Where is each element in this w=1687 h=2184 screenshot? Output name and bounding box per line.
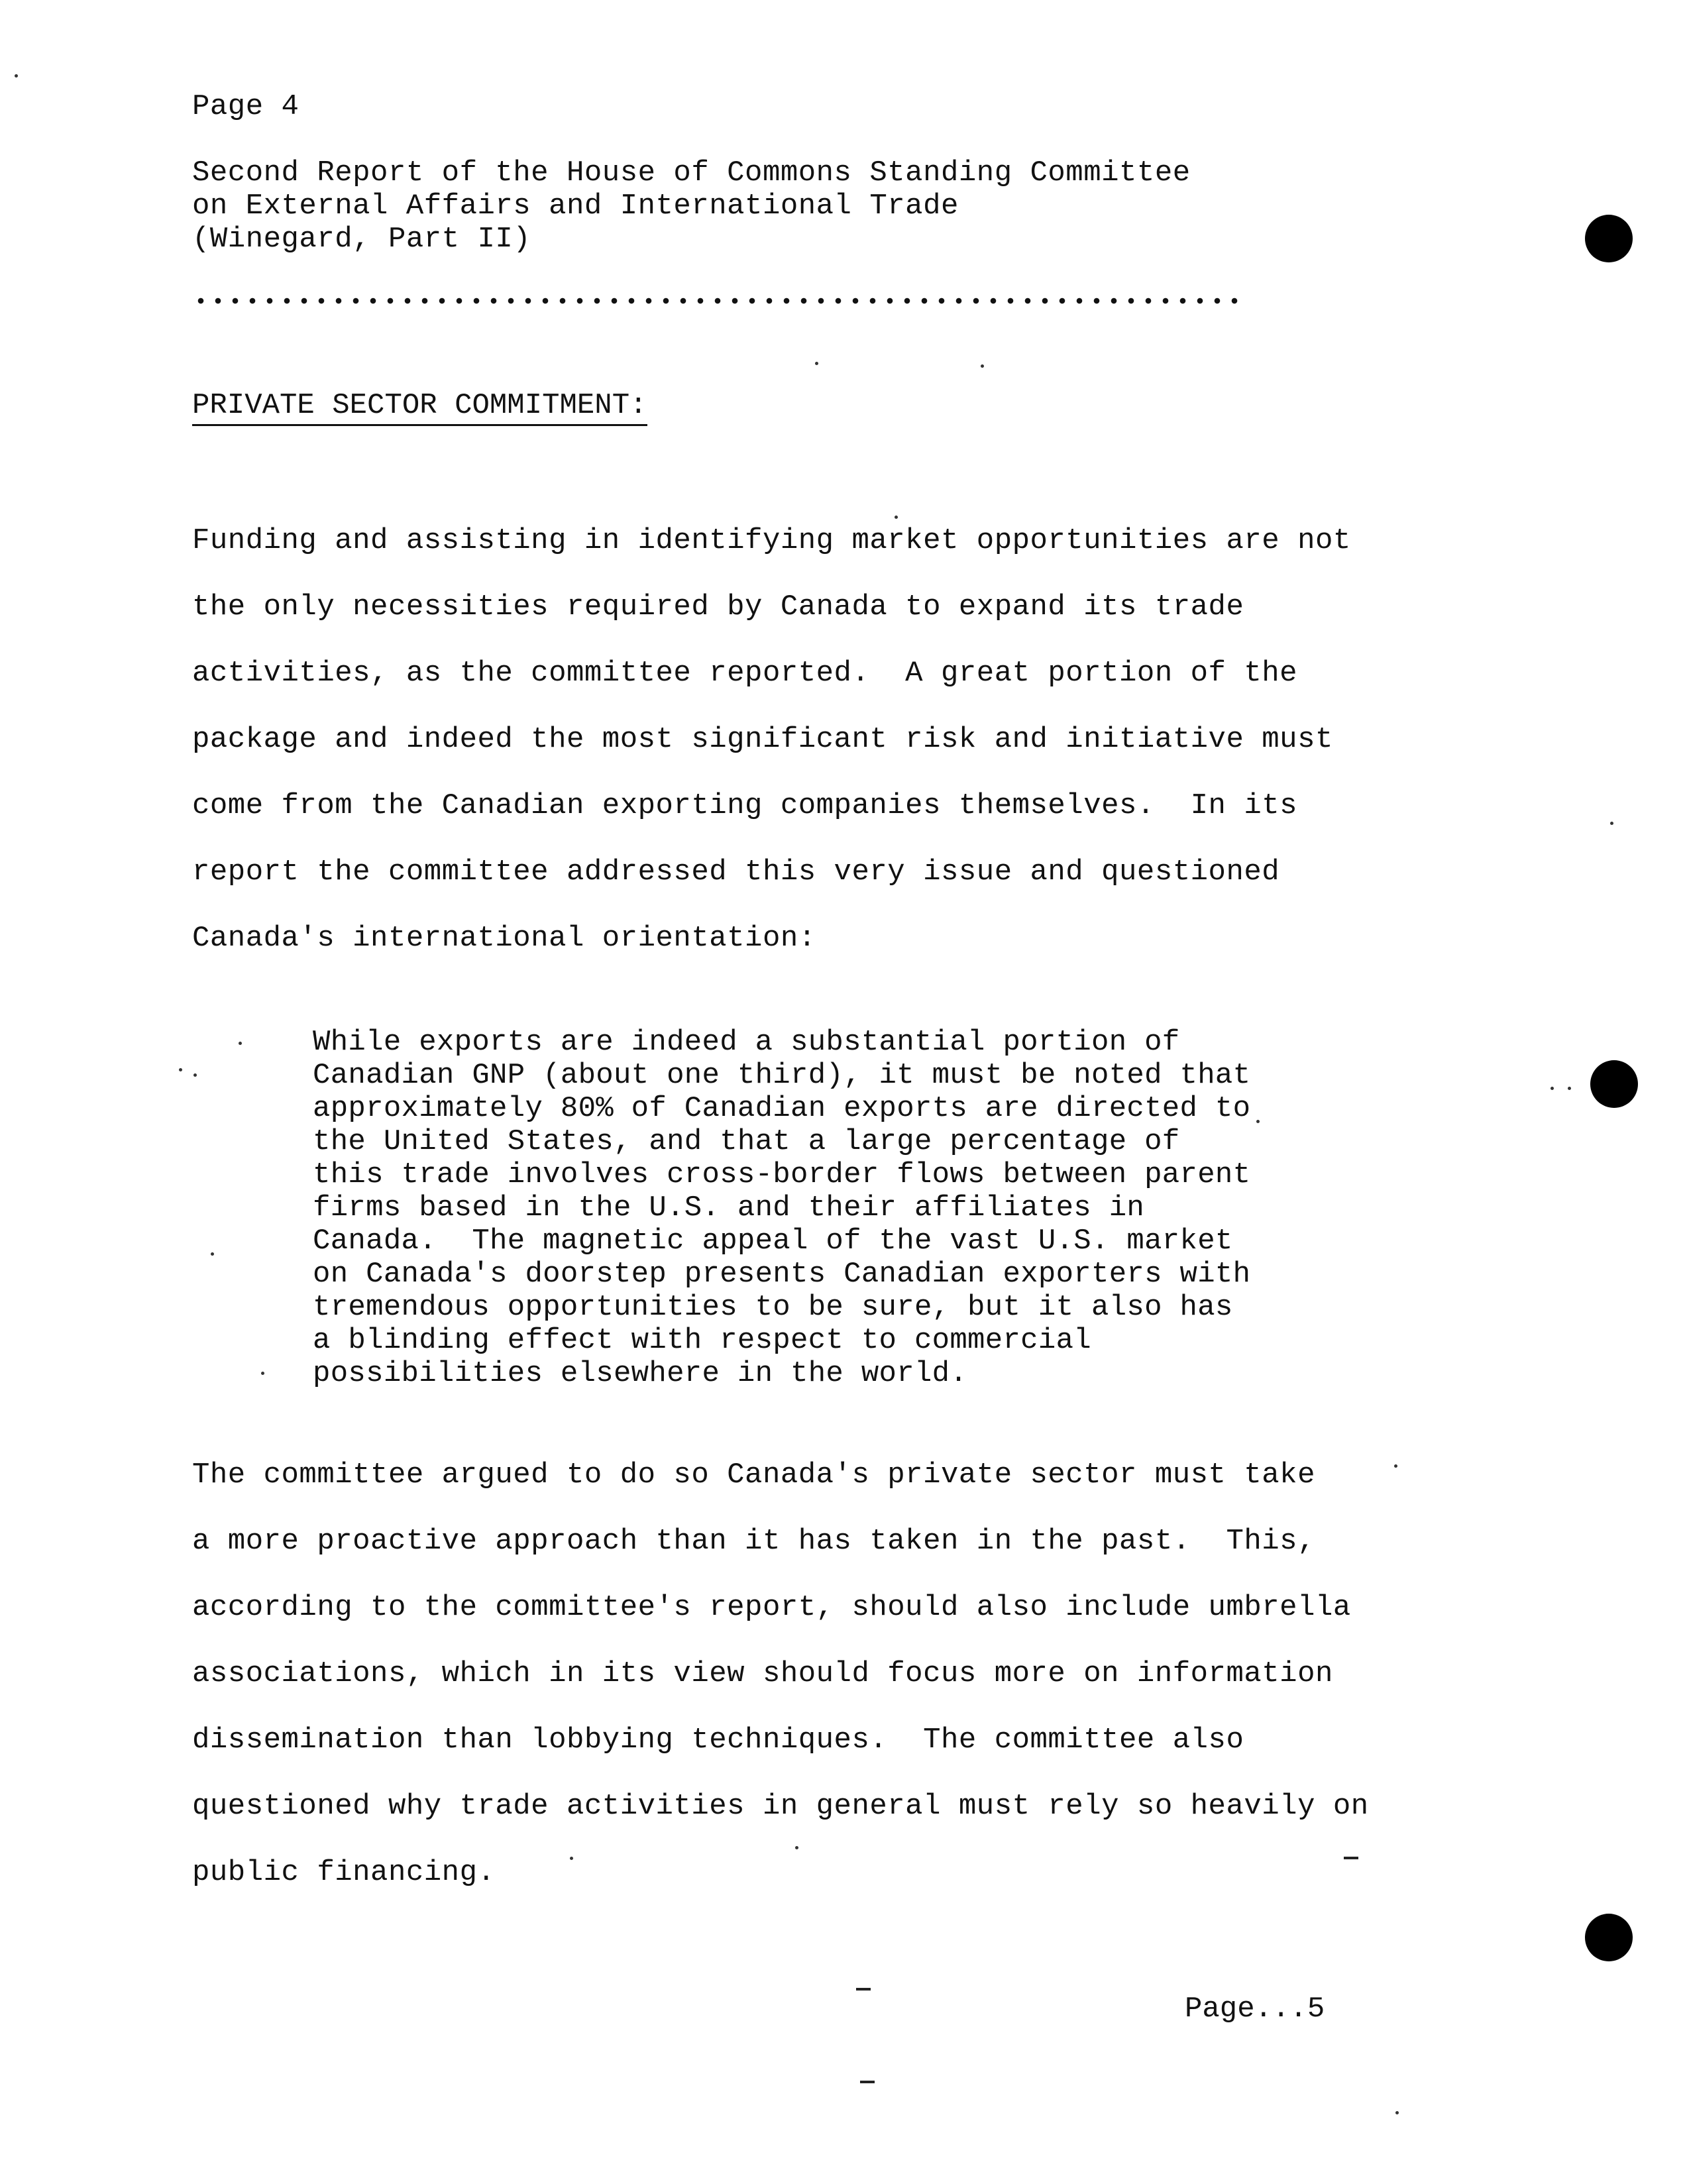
quote-line: a blinding effect with respect to commercial xyxy=(313,1324,1091,1357)
scan-speck xyxy=(981,364,984,368)
scan-speck xyxy=(239,1042,242,1045)
scan-speck xyxy=(261,1372,264,1375)
paragraph-line: the only necessities required by Canada to expand its trade xyxy=(192,590,1244,624)
scan-speck xyxy=(211,1252,214,1256)
paragraph-line: package and indeed the most significant risk and initiative must xyxy=(192,723,1333,756)
scan-speck xyxy=(1610,822,1613,825)
punch-hole-icon xyxy=(1585,1914,1633,1961)
quote-line: Canada. The magnetic appeal of the vast U.S. market xyxy=(313,1225,1233,1258)
paragraph-line: questioned why trade activities in general must rely so heavily on xyxy=(192,1790,1369,1823)
scan-speck xyxy=(795,1846,798,1849)
paragraph-line: a more proactive approach than it has taken in the past. This, xyxy=(192,1525,1315,1558)
paragraph-line: Funding and assisting in identifying market opportunities are not xyxy=(192,524,1351,557)
scan-speck xyxy=(1394,1464,1397,1468)
paragraph-line: public financing. xyxy=(192,1856,496,1889)
quote-line: this trade involves cross-border flows between parent xyxy=(313,1158,1251,1191)
scan-speck xyxy=(1256,1120,1260,1123)
quote-line: Canadian GNP (about one third), it must be noted that xyxy=(313,1059,1251,1092)
quote-line: approximately 80% of Canadian exports are directed to xyxy=(313,1092,1251,1125)
scan-dash xyxy=(860,2081,875,2083)
scan-speck xyxy=(570,1857,573,1860)
scan-dash xyxy=(856,1988,871,1991)
report-title-line-3: (Winegard, Part II) xyxy=(192,223,531,256)
paragraph-line: associations, which in its view should focus more on information xyxy=(192,1657,1333,1690)
quote-line: While exports are indeed a substantial portion of xyxy=(313,1026,1180,1059)
scan-speck xyxy=(895,516,898,519)
paragraph-line: come from the Canadian exporting companies themselves. In its xyxy=(192,789,1298,822)
quote-line: tremendous opportunities to be sure, but it also has xyxy=(313,1291,1233,1324)
page-number: Page 4 xyxy=(192,90,299,123)
dotted-separator xyxy=(192,297,1247,305)
paragraph-line: activities, as the committee reported. A great portion of the xyxy=(192,657,1298,690)
scan-speck xyxy=(179,1068,182,1071)
scan-speck xyxy=(193,1073,197,1077)
scan-speck xyxy=(1395,2111,1399,2114)
quote-line: on Canada's doorstep presents Canadian exporters with xyxy=(313,1258,1251,1291)
section-heading: PRIVATE SECTOR COMMITMENT: xyxy=(192,388,647,426)
report-title-line-1: Second Report of the House of Commons Standing Committee xyxy=(192,156,1191,190)
paragraph-line: The committee argued to do so Canada's private sector must take xyxy=(192,1458,1315,1492)
report-title-line-2: on External Affairs and International Trade xyxy=(192,190,959,223)
quote-line: firms based in the U.S. and their affiliates in xyxy=(313,1191,1145,1225)
punch-hole-icon xyxy=(1585,215,1633,262)
quote-line: possibilities elsewhere in the world. xyxy=(313,1357,968,1390)
scan-speck xyxy=(1568,1087,1571,1090)
paragraph-line: dissemination than lobbying techniques. The committee also xyxy=(192,1723,1244,1757)
paragraph-line: according to the committee's report, should also include umbrella xyxy=(192,1591,1351,1624)
scan-speck xyxy=(815,362,818,365)
quote-line: the United States, and that a large percentage of xyxy=(313,1125,1180,1158)
paragraph-line: report the committee addressed this very issue and questioned xyxy=(192,855,1280,889)
scan-speck xyxy=(15,74,18,78)
paragraph-line: Canada's international orientation: xyxy=(192,922,816,955)
punch-hole-icon xyxy=(1590,1060,1638,1108)
next-page-indicator: Page...5 xyxy=(1185,1993,1325,2026)
scan-dash xyxy=(1344,1857,1358,1859)
scan-speck xyxy=(1551,1087,1554,1090)
